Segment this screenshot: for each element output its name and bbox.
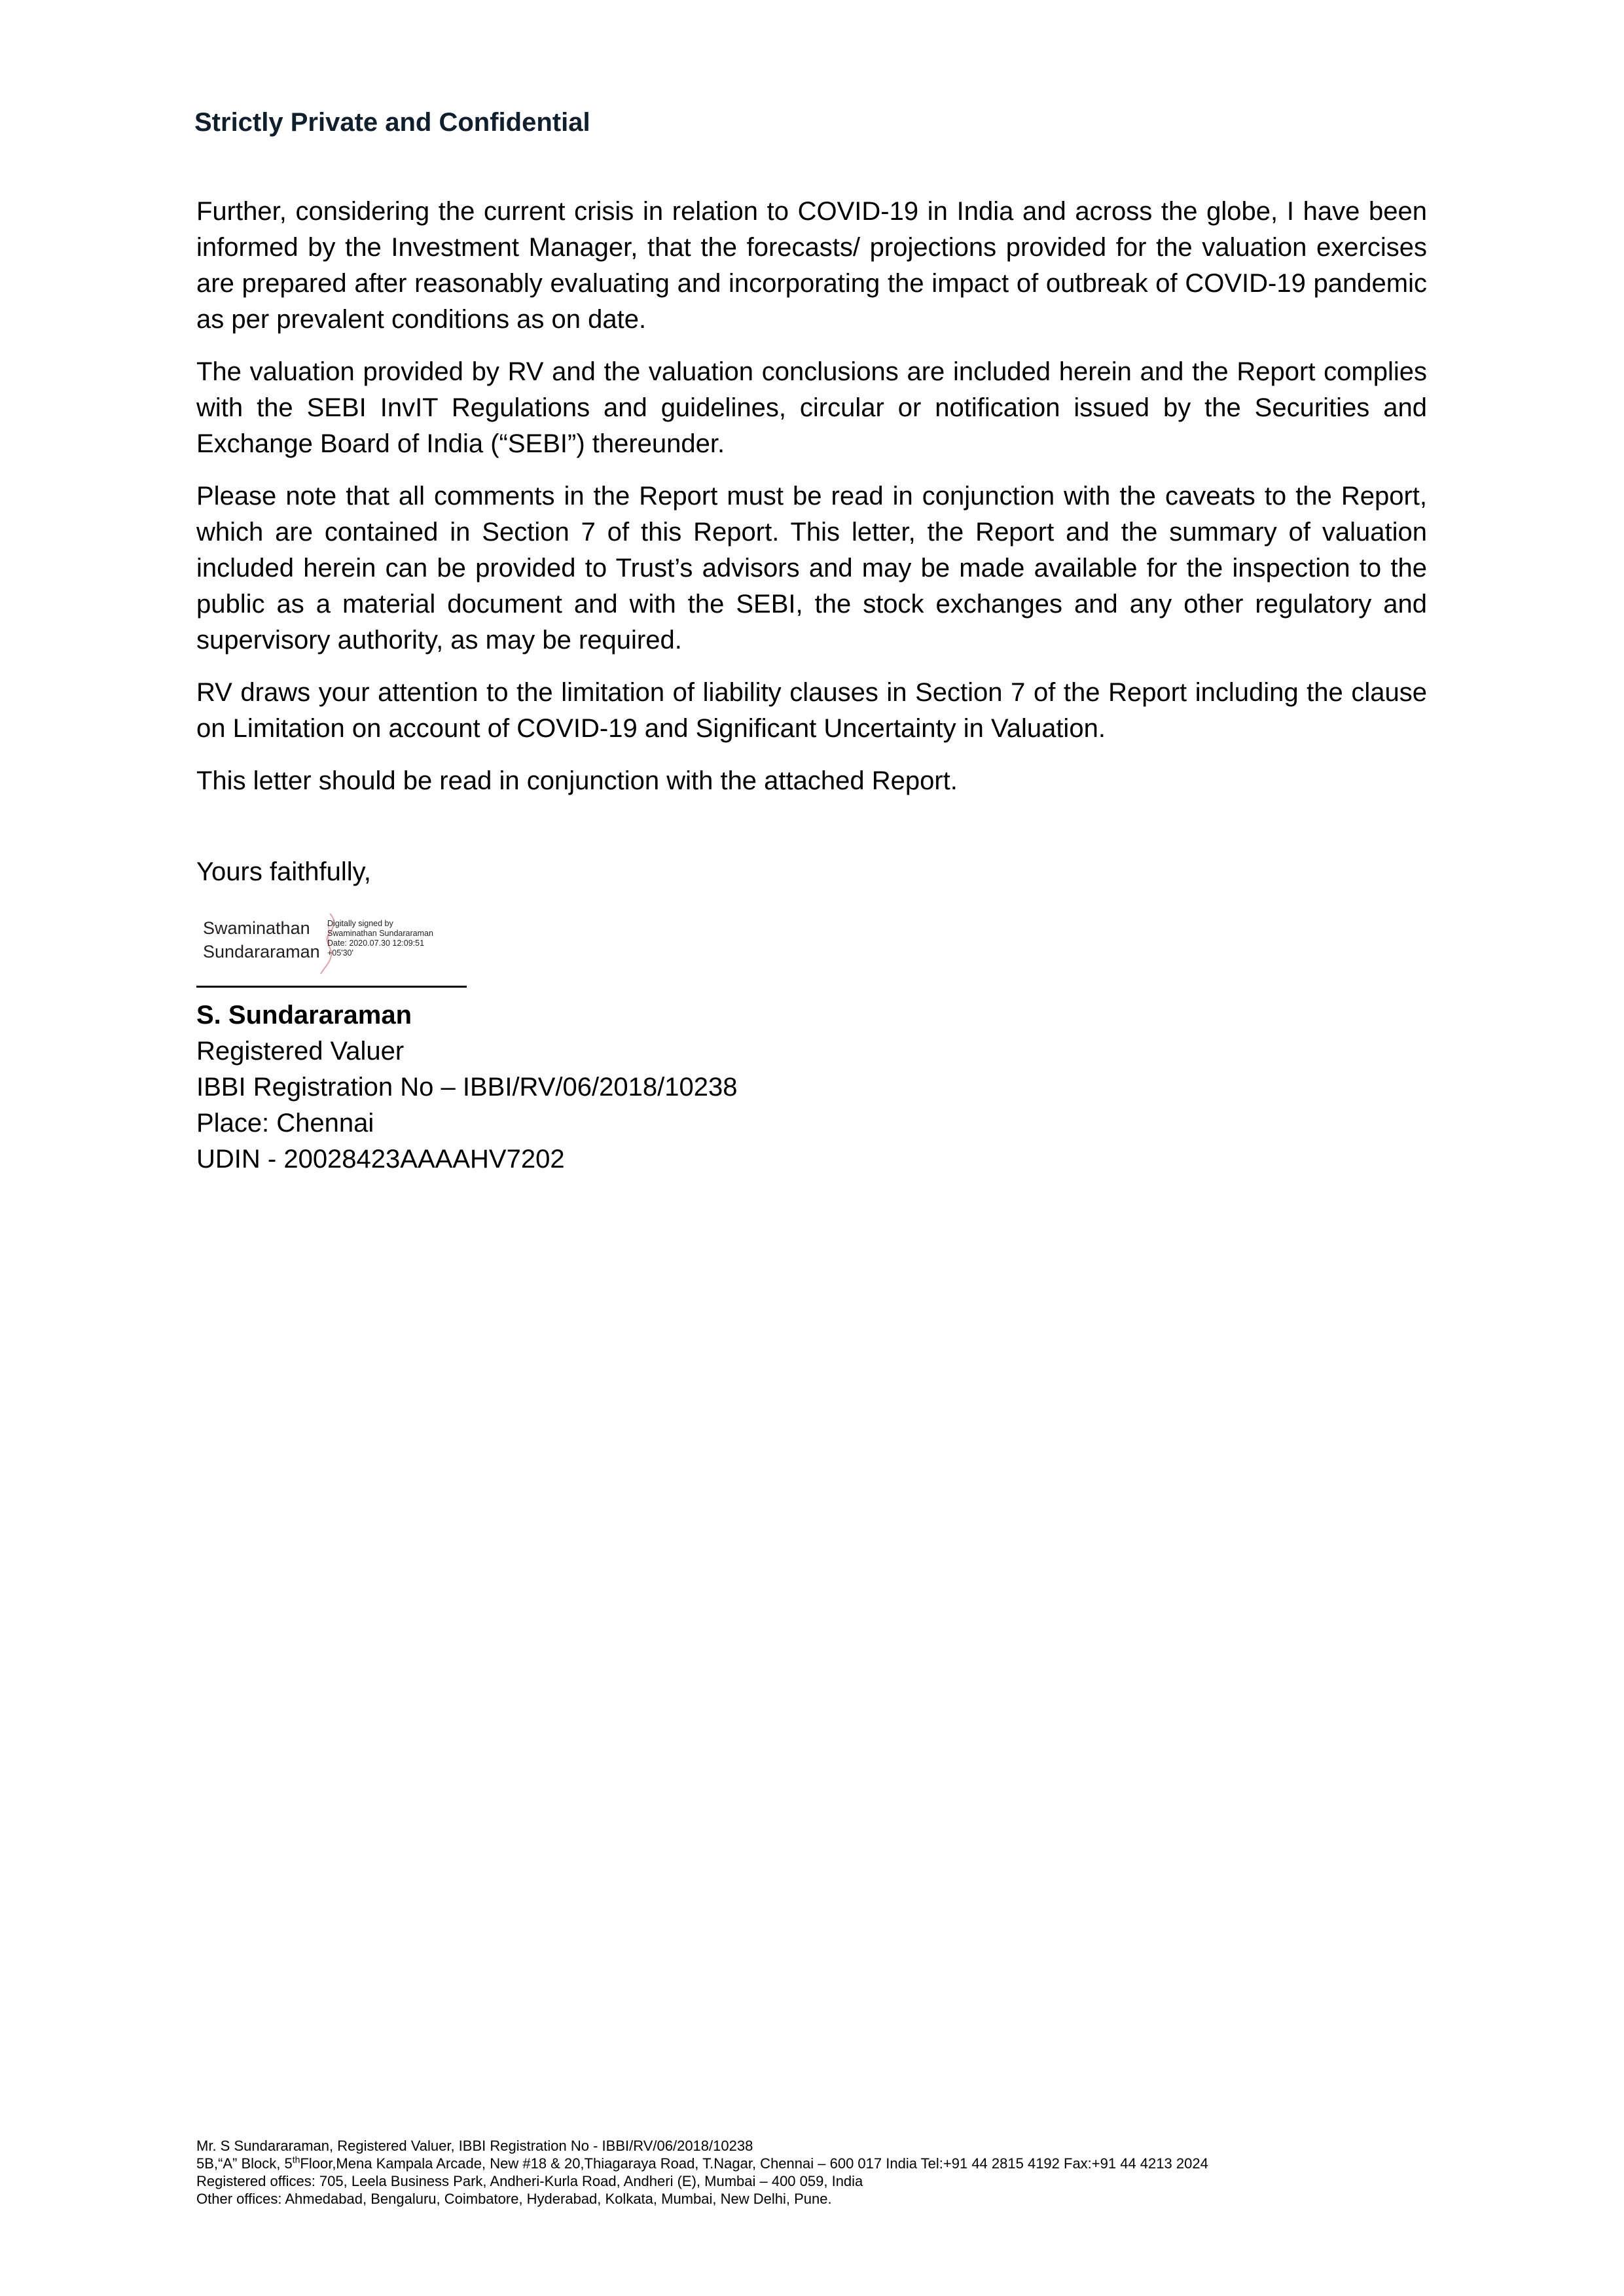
- confidentiality-header: Strictly Private and Confidential: [194, 108, 590, 137]
- paragraph-liability: RV draws your attention to the limitation of liability clauses in Section 7 of the Report including the clause on Limitation on account of COVID-19 and Significant Uncertainty in Valuation.: [196, 678, 1427, 743]
- signer-block: [196, 997, 737, 1177]
- signature-details: [327, 919, 433, 958]
- signature-name: [203, 916, 320, 963]
- signer-udin: UDIN - 20028423AAAAHV7202: [196, 1145, 565, 1174]
- signature-line: [196, 986, 467, 988]
- signer-registration: IBBI Registration No – IBBI/RV/06/2018/10238: [196, 1073, 738, 1102]
- signature-detail-date: Date: 2020.07.30 12:09:51: [327, 939, 425, 948]
- letter-body: [196, 194, 1427, 816]
- signature-detail-signed-by: Digitally signed by: [327, 919, 393, 928]
- page-footer: [196, 2137, 1208, 2208]
- signer-title: Registered Valuer: [196, 1037, 405, 1066]
- digital-signature: [203, 911, 452, 979]
- signature-name-line1: Swaminathan: [203, 918, 310, 938]
- closing-salutation: Yours faithfully,: [196, 857, 371, 886]
- signature-name-line2: Sundararaman: [203, 942, 320, 961]
- footer-line-valuer: Mr. S Sundararaman, Registered Valuer, IBBI Registration No - IBBI/RV/06/2018/10238: [196, 2138, 753, 2154]
- signer-name: S. Sundararaman: [196, 1001, 412, 1030]
- paragraph-sebi-compliance: The valuation provided by RV and the valuation conclusions are included herein and the Report complies with the SEBI InvIT Regulations and guidelines, circular or notification issued by the Securities and Exchange Board of India (“SEBI”) thereunder.: [196, 357, 1427, 458]
- signature-detail-timezone: +05'30': [327, 948, 353, 958]
- paragraph-caveats: Please note that all comments in the Report must be read in conjunction with the caveats to the Report, which are contained in Section 7 of this Report. This letter, the Report and the summary of valuation included herein can be provided to Trust’s advisors and may be made available for the inspection to the public as a material document and with the SEBI, the stock exchanges and any other regulatory and supervisory authority, as may be required.: [196, 482, 1427, 655]
- footer-line-other-offices: Other offices: Ahmedabad, Bengaluru, Coimbatore, Hyderabad, Kolkata, Mumbai, New Delhi, Pune.: [196, 2191, 832, 2207]
- footer-line-address: 5B,“A” Block, 5thFloor,Mena Kampala Arcade, New #18 & 20,Thiagaraya Road, T.Nagar, Chennai – 600 017 India Tel:+91 44 2815 4192 Fax:+91 44 4213 2024: [196, 2154, 1208, 2172]
- paragraph-covid: Further, considering the current crisis in relation to COVID-19 in India and across the globe, I have been informed by the Investment Manager, that the forecasts/ projections provided for the valuation exercises are prepared after reasonably evaluating and incorporating the impact of outbreak of COVID-19 pandemic as per prevalent conditions as on date.: [196, 197, 1427, 334]
- signer-place: Place: Chennai: [196, 1109, 374, 1138]
- paragraph-read-with-report: This letter should be read in conjunction with the attached Report.: [196, 766, 958, 795]
- footer-line-registered-office: Registered offices: 705, Leela Business Park, Andheri-Kurla Road, Andheri (E), Mumbai – 400 059, India: [196, 2173, 863, 2189]
- signature-detail-name: Swaminathan Sundararaman: [327, 929, 433, 938]
